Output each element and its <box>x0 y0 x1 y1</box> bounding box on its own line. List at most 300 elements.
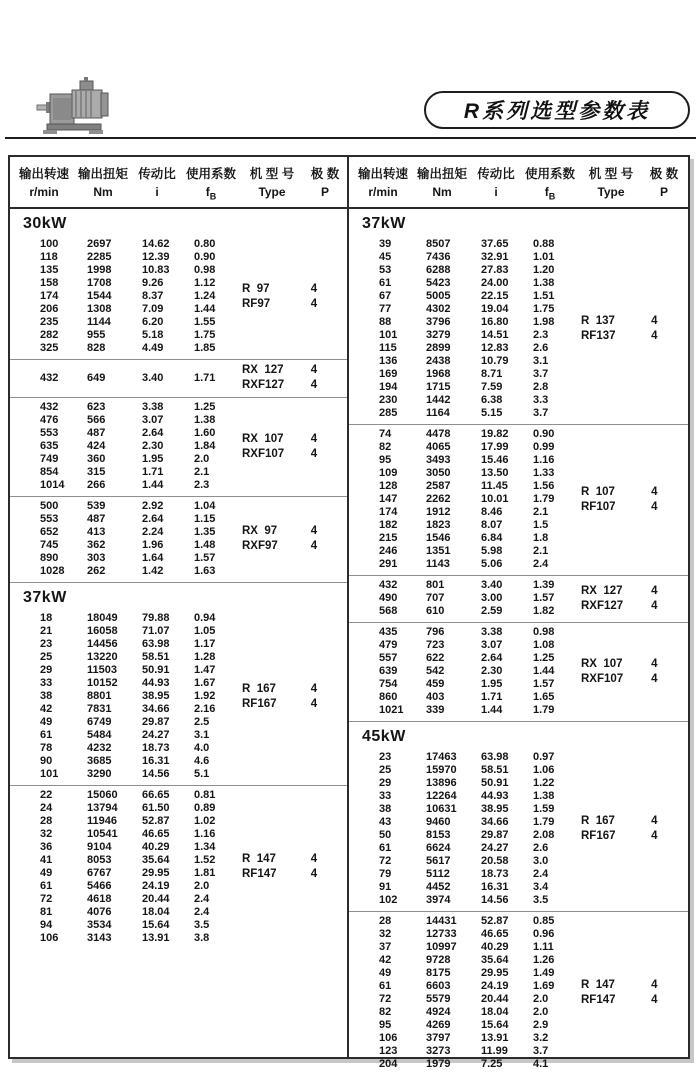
cell-torque: 11503 <box>87 664 117 677</box>
type-label: R 107 <box>581 485 615 498</box>
cell-speed: 42 <box>40 703 53 716</box>
cell-speed: 95 <box>379 1019 392 1032</box>
table-row <box>379 639 581 652</box>
cell-speed: 557 <box>379 652 398 665</box>
data-block <box>349 911 688 1075</box>
cell-torque: 8153 <box>426 829 451 842</box>
pole-value: 4 <box>651 657 658 670</box>
pole-value: 4 <box>310 682 318 695</box>
table-row <box>40 742 242 755</box>
cell-torque: 539 <box>87 500 106 513</box>
pole-value: 4 <box>310 447 318 460</box>
type-label: RX 127 <box>242 364 284 377</box>
cell-fb: 2.5 <box>194 716 210 729</box>
table-row <box>379 303 581 316</box>
cell-ratio: 20.58 <box>481 855 509 868</box>
cell-torque: 15970 <box>426 764 457 777</box>
cell-speed: 476 <box>40 414 59 427</box>
cell-torque: 1912 <box>426 506 451 519</box>
cell-fb: 1.63 <box>194 565 216 578</box>
cell-ratio: 8.37 <box>142 290 164 303</box>
cell-ratio: 16.80 <box>481 316 509 329</box>
rows <box>349 579 581 618</box>
cell-speed: 90 <box>40 755 53 768</box>
pole-values <box>311 852 347 882</box>
cell-fb: 1.38 <box>194 414 216 427</box>
header-label-en: i <box>155 185 159 199</box>
cell-ratio: 24.27 <box>142 729 170 742</box>
cell-ratio: 10.01 <box>481 493 509 506</box>
cell-torque: 403 <box>426 691 445 704</box>
table-row <box>379 855 581 868</box>
cell-ratio: 16.31 <box>142 755 170 768</box>
cell-fb: 1.47 <box>194 664 216 677</box>
pole-values <box>651 584 688 614</box>
header-label-en: $f_B$ <box>544 185 556 202</box>
cell-fb: 1.38 <box>533 790 555 803</box>
cell-torque: 1143 <box>426 558 450 571</box>
header-cell <box>239 164 305 201</box>
cell-ratio: 11.45 <box>481 480 508 493</box>
header-cell <box>13 164 75 201</box>
cell-torque: 4452 <box>426 881 451 894</box>
cell-fb: 1.75 <box>533 303 555 316</box>
cell-fb: 0.98 <box>194 264 216 277</box>
table-row <box>40 906 242 919</box>
cell-fb: 0.88 <box>533 238 555 251</box>
cell-ratio: 52.87 <box>481 915 509 928</box>
table-row <box>379 454 581 467</box>
cell-speed: 49 <box>40 867 53 880</box>
data-block <box>10 359 347 397</box>
pole-values <box>651 485 688 515</box>
cell-ratio: 13.50 <box>481 467 509 480</box>
header-cell <box>470 164 522 201</box>
header-label-en: P <box>320 185 329 199</box>
cell-speed: 61 <box>40 729 53 742</box>
cell-ratio: 13.91 <box>481 1032 509 1045</box>
cell-torque: 10997 <box>426 941 457 954</box>
cell-ratio: 38.95 <box>142 690 170 703</box>
table-row <box>379 842 581 855</box>
cell-torque: 9728 <box>426 954 451 967</box>
rows <box>10 612 242 781</box>
cell-ratio: 29.95 <box>142 867 170 880</box>
cell-speed: 38 <box>40 690 53 703</box>
table-row <box>40 427 242 440</box>
type-label: R 97 <box>242 282 270 295</box>
table-row <box>379 626 581 639</box>
cell-speed: 169 <box>379 368 398 381</box>
cell-fb: 0.81 <box>194 789 216 802</box>
cell-torque: 3290 <box>87 768 112 781</box>
cell-ratio: 63.98 <box>481 751 509 764</box>
table-row <box>379 355 581 368</box>
table-row <box>40 729 242 742</box>
rows <box>10 500 242 578</box>
type-labels <box>581 584 651 614</box>
cell-fb: 1.25 <box>194 401 216 414</box>
cell-torque: 3974 <box>426 894 451 907</box>
cell-torque: 12264 <box>426 790 457 803</box>
cell-fb: 1.12 <box>194 277 216 290</box>
cell-fb: 1.20 <box>533 264 555 277</box>
cell-fb: 1.8 <box>533 532 549 545</box>
cell-fb: 1.71 <box>194 371 216 384</box>
cell-speed: 43 <box>379 816 392 829</box>
cell-ratio: 18.73 <box>481 868 509 881</box>
data-block <box>349 748 688 911</box>
table-row <box>40 854 242 867</box>
cell-fb: 1.35 <box>194 526 216 539</box>
cell-fb: 1.55 <box>194 316 216 329</box>
cell-torque: 2697 <box>87 238 112 251</box>
type-label: RX 107 <box>581 657 623 670</box>
table-row <box>379 368 581 381</box>
cell-ratio: 2.92 <box>142 500 164 513</box>
cell-speed: 118 <box>40 251 58 264</box>
cell-speed: 652 <box>40 526 59 539</box>
cell-speed: 24 <box>40 802 53 815</box>
cell-fb: 1.33 <box>533 467 555 480</box>
table-row <box>379 329 581 342</box>
cell-ratio: 7.25 <box>481 1058 503 1071</box>
type-labels <box>242 682 311 712</box>
cell-ratio: 14.51 <box>481 329 509 342</box>
cell-speed: 182 <box>379 519 398 532</box>
cell-ratio: 35.64 <box>481 954 509 967</box>
table-row <box>40 316 242 329</box>
type-label: RF137 <box>581 330 616 343</box>
data-block <box>349 424 688 575</box>
cell-fb: 1.01 <box>533 251 555 264</box>
cell-fb: 0.94 <box>194 612 216 625</box>
cell-speed: 22 <box>40 789 53 802</box>
cell-speed: 33 <box>379 790 392 803</box>
cell-fb: 1.57 <box>194 552 216 565</box>
cell-fb: 3.7 <box>533 368 549 381</box>
cell-torque: 487 <box>87 513 106 526</box>
type-labels <box>242 852 311 882</box>
table-row <box>40 539 242 552</box>
pole-value: 4 <box>310 282 318 295</box>
cell-fb: 1.25 <box>533 652 555 665</box>
cell-torque: 3493 <box>426 454 451 467</box>
header-cell <box>644 164 684 201</box>
cell-ratio: 15.64 <box>481 1019 509 1032</box>
cell-speed: 49 <box>379 967 392 980</box>
cell-ratio: 11.99 <box>481 1045 508 1058</box>
header-label-en: r/min <box>29 185 59 199</box>
cell-torque: 15060 <box>87 789 118 802</box>
table-row <box>379 954 581 967</box>
pole-value: 4 <box>651 315 658 328</box>
cell-speed: 41 <box>40 854 53 867</box>
cell-ratio: 1.42 <box>142 565 164 578</box>
cell-fb: 1.98 <box>533 316 555 329</box>
data-block <box>349 622 688 721</box>
power-section <box>349 721 688 1075</box>
header-label-en: Type <box>258 185 286 199</box>
table-row <box>40 453 242 466</box>
cell-speed: 72 <box>379 855 392 868</box>
cell-ratio: 46.65 <box>481 928 509 941</box>
table-row <box>379 316 581 329</box>
cell-ratio: 44.93 <box>481 790 509 803</box>
table-row <box>40 290 242 303</box>
cell-torque: 622 <box>426 652 445 665</box>
cell-fb: 0.90 <box>533 428 555 441</box>
header-cell <box>522 164 578 201</box>
cell-speed: 32 <box>40 828 53 841</box>
table-row <box>379 704 581 717</box>
cell-ratio: 2.64 <box>142 513 164 526</box>
cell-torque: 1823 <box>426 519 451 532</box>
cell-ratio: 10.83 <box>142 264 170 277</box>
cell-ratio: 2.59 <box>481 605 503 618</box>
cell-ratio: 29.87 <box>142 716 170 729</box>
pole-value: 4 <box>310 379 318 392</box>
table-row <box>379 381 581 394</box>
pole-values <box>651 978 688 1008</box>
cell-ratio: 17.99 <box>481 441 509 454</box>
table-row <box>40 612 242 625</box>
cell-ratio: 38.95 <box>481 803 509 816</box>
cell-speed: 102 <box>379 894 398 907</box>
cell-ratio: 71.07 <box>142 625 170 638</box>
cell-fb: 1.28 <box>194 651 216 664</box>
cell-fb: 4.1 <box>533 1058 549 1071</box>
cell-ratio: 10.79 <box>481 355 509 368</box>
cell-ratio: 3.40 <box>142 371 164 384</box>
cell-fb: 1.85 <box>194 342 216 355</box>
type-labels <box>242 432 311 462</box>
data-block <box>349 235 688 424</box>
cell-fb: 2.16 <box>194 703 216 716</box>
table-row <box>40 893 242 906</box>
cell-speed: 639 <box>379 665 398 678</box>
cell-torque: 424 <box>87 440 106 453</box>
cell-speed: 28 <box>379 915 392 928</box>
cell-torque: 6624 <box>426 842 451 855</box>
cell-fb: 1.79 <box>533 816 555 829</box>
cell-fb: 3.5 <box>533 894 549 907</box>
table-row <box>379 652 581 665</box>
cell-speed: 94 <box>40 919 53 932</box>
cell-torque: 6603 <box>426 980 451 993</box>
cell-ratio: 20.44 <box>481 993 509 1006</box>
cell-ratio: 8.46 <box>481 506 503 519</box>
cell-speed: 745 <box>40 539 59 552</box>
cell-torque: 3279 <box>426 329 451 342</box>
cell-speed: 123 <box>379 1045 398 1058</box>
table-row <box>379 532 581 545</box>
cell-fb: 4.6 <box>194 755 210 768</box>
cell-ratio: 14.62 <box>142 238 170 251</box>
cell-fb: 1.69 <box>533 980 555 993</box>
cell-ratio: 63.98 <box>142 638 170 651</box>
header-rule <box>5 137 696 139</box>
table-row <box>40 789 242 802</box>
cell-torque: 4065 <box>426 441 451 454</box>
cell-fb: 5.1 <box>194 768 210 781</box>
cell-ratio: 58.51 <box>481 764 509 777</box>
cell-speed: 206 <box>40 303 59 316</box>
cell-torque: 4618 <box>87 893 112 906</box>
cell-ratio: 5.15 <box>481 407 503 420</box>
cell-speed: 754 <box>379 678 398 691</box>
cell-torque: 13896 <box>426 777 457 790</box>
pole-values <box>651 314 688 344</box>
cell-torque: 303 <box>87 552 106 565</box>
section-title: 37kW <box>23 589 67 607</box>
table-row <box>379 277 581 290</box>
pole-values <box>651 657 688 687</box>
cell-ratio: 3.38 <box>142 401 164 414</box>
type-label: RF147 <box>581 994 616 1007</box>
header-label-en: i <box>494 185 498 199</box>
cell-ratio: 24.00 <box>481 277 509 290</box>
cell-torque: 4269 <box>426 1019 451 1032</box>
cell-fb: 3.1 <box>533 355 549 368</box>
cell-speed: 174 <box>40 290 59 303</box>
cell-fb: 2.8 <box>533 381 549 394</box>
cell-ratio: 44.93 <box>142 677 170 690</box>
cell-fb: 0.89 <box>194 802 216 815</box>
header-label-cn: 使用系数 <box>185 167 236 181</box>
cell-speed: 101 <box>379 329 398 342</box>
cell-torque: 5617 <box>426 855 451 868</box>
cell-ratio: 18.04 <box>481 1006 509 1019</box>
cell-fb: 1.57 <box>533 592 555 605</box>
cell-fb: 1.65 <box>533 691 555 704</box>
table-row <box>379 1058 581 1071</box>
cell-torque: 801 <box>426 579 445 592</box>
cell-speed: 21 <box>40 625 53 638</box>
cell-torque: 1442 <box>426 394 451 407</box>
cell-fb: 1.39 <box>533 579 555 592</box>
table-row <box>379 816 581 829</box>
cell-torque: 828 <box>87 342 106 355</box>
table-row <box>379 868 581 881</box>
cell-fb: 3.2 <box>533 1032 549 1045</box>
cell-torque: 2285 <box>87 251 112 264</box>
cell-ratio: 18.04 <box>142 906 170 919</box>
pole-value: 4 <box>310 853 318 866</box>
cell-fb: 2.4 <box>194 893 210 906</box>
cell-speed: 81 <box>40 906 53 919</box>
pole-values <box>311 432 347 462</box>
table-half <box>10 157 349 1057</box>
table-row <box>40 500 242 513</box>
cell-fb: 3.0 <box>533 855 549 868</box>
cell-torque: 5579 <box>426 993 451 1006</box>
cell-speed: 1028 <box>40 565 65 578</box>
cell-ratio: 13.91 <box>142 932 170 945</box>
cell-ratio: 1.71 <box>481 691 503 704</box>
table-row <box>379 558 581 571</box>
cell-ratio: 5.98 <box>481 545 503 558</box>
cell-ratio: 18.73 <box>142 742 170 755</box>
table-row <box>379 777 581 790</box>
cell-ratio: 6.38 <box>481 394 503 407</box>
cell-speed: 282 <box>40 329 59 342</box>
cell-fb: 0.97 <box>533 751 555 764</box>
cell-ratio: 79.88 <box>142 612 170 625</box>
cell-speed: 23 <box>40 638 53 651</box>
cell-torque: 18049 <box>87 612 118 625</box>
cell-fb: 2.0 <box>533 993 549 1006</box>
cell-fb: 1.06 <box>533 764 555 777</box>
cell-speed: 432 <box>40 371 59 384</box>
cell-torque: 1544 <box>87 290 112 303</box>
table-row <box>40 841 242 854</box>
cell-speed: 53 <box>379 264 392 277</box>
type-label: R 147 <box>581 979 615 992</box>
cell-fb: 3.1 <box>194 729 210 742</box>
pole-value: 4 <box>651 584 658 597</box>
cell-speed: 82 <box>379 1006 392 1019</box>
type-label: RXF97 <box>242 540 278 553</box>
type-labels <box>581 485 651 515</box>
table-row <box>379 428 581 441</box>
pole-value: 4 <box>651 599 658 612</box>
cell-speed: 500 <box>40 500 59 513</box>
cell-fb: 3.3 <box>533 394 549 407</box>
cell-ratio: 7.59 <box>481 381 503 394</box>
cell-fb: 1.82 <box>533 605 555 618</box>
table-row <box>379 251 581 264</box>
table-row <box>40 716 242 729</box>
cell-speed: 49 <box>40 716 53 729</box>
cell-torque: 459 <box>426 678 445 691</box>
table-row <box>379 881 581 894</box>
cell-ratio: 3.40 <box>481 579 503 592</box>
header-label-en: $f_B$ <box>205 185 217 202</box>
cell-ratio: 66.65 <box>142 789 170 802</box>
cell-speed: 325 <box>40 342 59 355</box>
table-row <box>379 264 581 277</box>
table-row <box>379 980 581 993</box>
cell-torque: 3796 <box>426 316 451 329</box>
cell-fb: 2.0 <box>533 1006 549 1019</box>
table-row <box>379 665 581 678</box>
cell-speed: 42 <box>379 954 392 967</box>
cell-fb: 3.7 <box>533 407 549 420</box>
type-labels <box>242 524 311 554</box>
rows <box>349 238 581 420</box>
cell-fb: 1.67 <box>194 677 216 690</box>
cell-ratio: 6.20 <box>142 316 164 329</box>
table-row <box>40 919 242 932</box>
table-row <box>40 565 242 578</box>
column-header <box>10 157 347 209</box>
rows <box>10 401 242 492</box>
cell-fb: 0.85 <box>533 915 555 928</box>
cell-fb: 0.80 <box>194 238 216 251</box>
cell-torque: 7831 <box>87 703 112 716</box>
cell-ratio: 19.04 <box>481 303 509 316</box>
cell-torque: 6767 <box>87 867 112 880</box>
table-row <box>40 342 242 355</box>
cell-speed: 568 <box>379 605 398 618</box>
table-row <box>40 802 242 815</box>
cell-torque: 2262 <box>426 493 451 506</box>
cell-fb: 1.02 <box>194 815 216 828</box>
table-row <box>379 545 581 558</box>
cell-speed: 61 <box>379 277 392 290</box>
cell-torque: 6749 <box>87 716 112 729</box>
